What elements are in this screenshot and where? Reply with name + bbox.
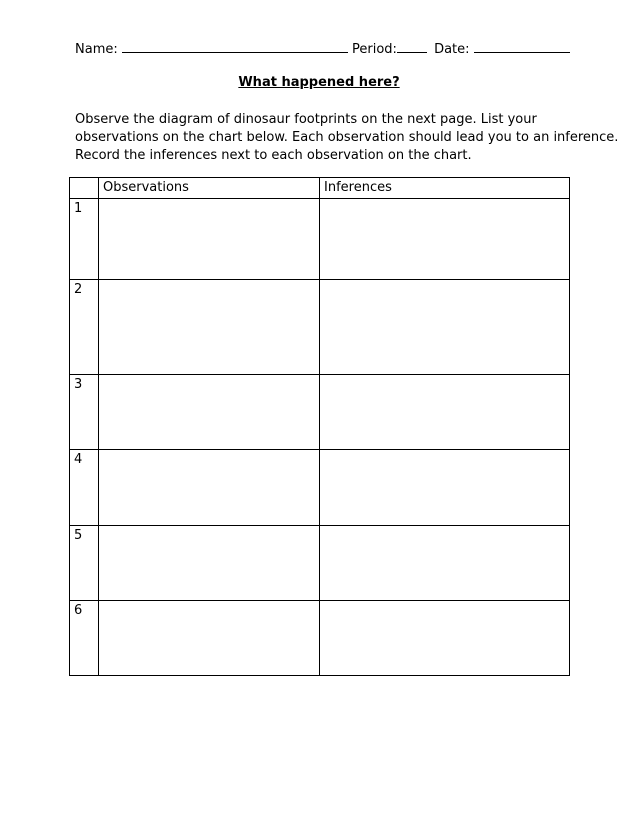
observation-cell[interactable]: [99, 199, 320, 280]
row-number: 3: [70, 375, 99, 450]
page-title: What happened here?: [238, 75, 400, 90]
inference-cell[interactable]: [320, 526, 570, 601]
inference-cell[interactable]: [320, 199, 570, 280]
chart-row: [70, 526, 570, 601]
chart-header-row: [70, 178, 570, 199]
name-label: Name:: [75, 42, 118, 57]
inferences-header: Inferences: [320, 178, 570, 199]
observation-cell[interactable]: [99, 601, 320, 676]
date-label: Date:: [434, 42, 470, 57]
chart-row: [70, 450, 570, 526]
inference-cell[interactable]: [320, 375, 570, 450]
row-number: 4: [70, 450, 99, 526]
date-blank[interactable]: [474, 38, 570, 53]
chart-row: [70, 601, 570, 676]
period-label: Period:: [352, 42, 397, 57]
header-line: [75, 38, 565, 58]
inference-cell[interactable]: [320, 450, 570, 526]
row-number: 2: [70, 280, 99, 375]
chart-row: [70, 199, 570, 280]
period-blank[interactable]: [397, 38, 427, 53]
observation-cell[interactable]: [99, 450, 320, 526]
row-number: 5: [70, 526, 99, 601]
chart-row: [70, 375, 570, 450]
instructions-line: observations on the chart below. Each observation should lead you to an inference.: [75, 130, 619, 145]
name-blank[interactable]: [122, 38, 348, 53]
instructions: [75, 111, 619, 165]
observation-cell[interactable]: [99, 280, 320, 375]
observation-cell[interactable]: [99, 375, 320, 450]
inference-cell[interactable]: [320, 280, 570, 375]
row-number: 1: [70, 199, 99, 280]
instructions-line: Record the inferences next to each observation on the chart.: [75, 148, 472, 163]
row-number: 6: [70, 601, 99, 676]
instructions-line: Observe the diagram of dinosaur footprints on the next page. List your: [75, 112, 537, 127]
chart-row: [70, 280, 570, 375]
number-header-cell: [70, 178, 99, 199]
inference-cell[interactable]: [320, 601, 570, 676]
observation-chart: [69, 177, 570, 676]
observations-header: Observations: [99, 178, 320, 199]
observation-cell[interactable]: [99, 526, 320, 601]
